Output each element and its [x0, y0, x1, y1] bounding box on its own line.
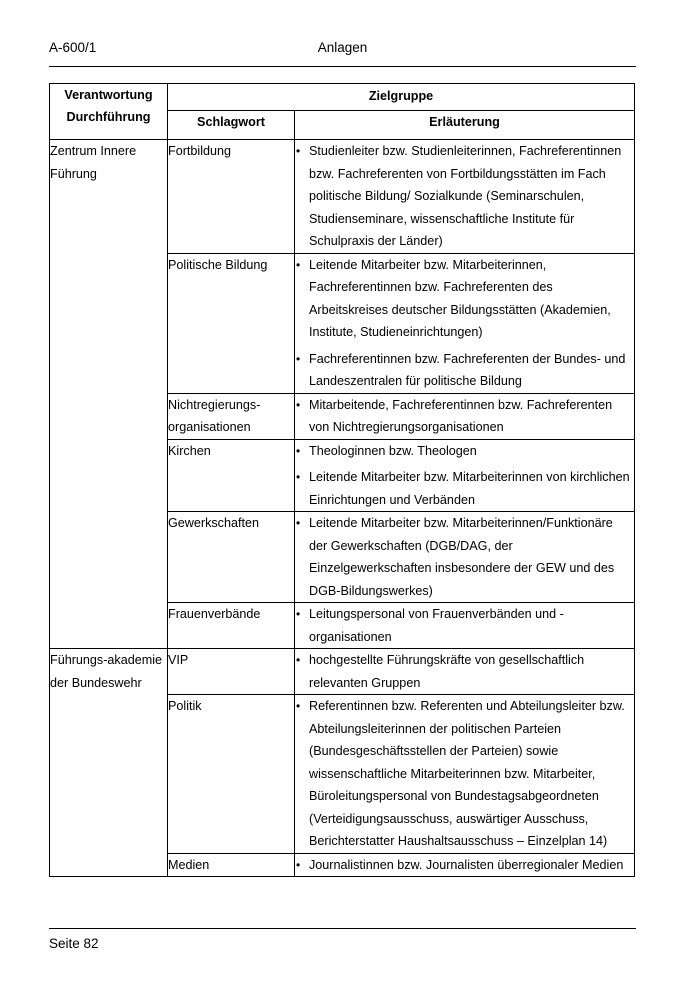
list-item-text: Leitungspersonal von Frauenverbänden und -organisationen — [309, 607, 564, 644]
list-item — [295, 348, 634, 393]
bullet-icon: • — [296, 857, 301, 872]
target-group-table — [49, 83, 635, 877]
explanation-cell — [295, 695, 635, 854]
explanation-cell — [295, 649, 635, 695]
explanation-cell — [295, 512, 635, 603]
explanation-list — [295, 854, 634, 877]
table-body — [50, 140, 635, 877]
list-item-text: hochgestellte Führungskräfte von gesellschaftlich relevanten Gruppen — [309, 653, 585, 690]
keyword-cell: Gewerkschaften — [168, 512, 295, 603]
list-item — [295, 854, 634, 877]
explanation-list — [295, 440, 634, 512]
explanation-cell — [295, 140, 635, 254]
bullet-icon: • — [296, 607, 301, 621]
list-item-text: Fachreferentinnen bzw. Fachreferenten der Bundes- und Landeszentralen für politische Bildung — [309, 351, 626, 388]
page-header — [49, 40, 636, 67]
table-row — [50, 649, 635, 695]
responsible-cell: Zentrum Innere Führung — [50, 140, 168, 649]
bullet-icon: • — [296, 351, 301, 366]
explanation-cell — [295, 253, 635, 393]
keyword-cell: VIP — [168, 649, 295, 695]
header-target-group: Zielgruppe — [168, 84, 635, 111]
list-item-text: Theologinnen bzw. Theologen — [309, 443, 477, 458]
list-item-text: Studienleiter bzw. Studienleiterinnen, Fachreferentinnen bzw. Fachreferenten von Fortbildungsstätten im Fach politische Bildung/ Sozialkunde (Seminarschulen, Studienseminare, wissenschaftliche Institute für Schulpraxis der Länder) — [309, 144, 622, 248]
keyword-cell: Kirchen — [168, 439, 295, 512]
explanation-cell — [295, 393, 635, 439]
keyword-cell: Frauenverbände — [168, 603, 295, 649]
bullet-icon: • — [296, 653, 301, 667]
explanation-cell — [295, 603, 635, 649]
keyword-cell: Politische Bildung — [168, 253, 295, 393]
section-title: Anlagen — [317, 40, 368, 55]
explanation-list — [295, 603, 634, 648]
bullet-icon: • — [296, 470, 301, 484]
document-id: A-600/1 — [49, 40, 97, 55]
list-item — [295, 440, 634, 463]
list-item-text: Leitende Mitarbeiter bzw. Mitarbeiterinnen, Fachreferentinnen bzw. Fachreferenten des Arbeitskreises deutscher Bildungsstätten (Akademien, Institute, Studieneinrichtungen) — [309, 257, 611, 339]
list-item — [295, 394, 634, 439]
list-item-text: Leitende Mitarbeiter bzw. Mitarbeiterinnen von kirchlichen Einrichtungen und Verbänden — [309, 470, 630, 507]
list-item — [295, 512, 634, 602]
page-number: Seite 82 — [49, 936, 99, 951]
list-item — [295, 254, 634, 344]
list-item-text: Leitende Mitarbeiter bzw. Mitarbeiterinnen/Funktionäre der Gewerkschaften (DGB/DAG, der Einzelgewerkschaften insbesondere der GEW und des DGB-Bildungswerkes) — [309, 516, 615, 598]
list-item — [295, 466, 634, 511]
list-item — [295, 603, 634, 648]
keyword-cell: Nichtregierungs-organisationen — [168, 393, 295, 439]
list-item-text: Referentinnen bzw. Referenten und Abteilungsleiter bzw. Abteilungsleiterinnen der politischen Parteien (Bundesgeschäftsstellen der Parteien) sowie wissenschaftliche Mitarbeiterinnen bzw. Mitarbeiter, Büroleitungspersonal von Bundestagsabgeordneten (Verteidigungsausschuss, auswärtiger Ausschuss, Berichterstatter Haushaltsausschuss – Einzelplan 14) — [309, 699, 625, 848]
list-item — [295, 649, 634, 694]
explanation-list — [295, 512, 634, 602]
explanation-list — [295, 140, 634, 253]
explanation-list — [295, 254, 634, 393]
bullet-icon: • — [296, 443, 301, 458]
explanation-cell — [295, 853, 635, 877]
list-item — [295, 140, 634, 253]
header-explanation: Erläuterung — [295, 111, 635, 140]
bullet-icon: • — [296, 144, 301, 158]
bullet-icon: • — [296, 397, 301, 412]
keyword-cell: Politik — [168, 695, 295, 854]
keyword-cell: Fortbildung — [168, 140, 295, 254]
bullet-icon: • — [296, 699, 301, 713]
page-footer — [49, 928, 636, 951]
header-responsibility: Verantwortung Durchführung — [50, 84, 168, 140]
bullet-icon: • — [296, 516, 301, 530]
header-keyword: Schlagwort — [168, 111, 295, 140]
table-row — [50, 140, 635, 254]
explanation-list — [295, 394, 634, 439]
list-item-text: Mitarbeitende, Fachreferentinnen bzw. Fachreferenten von Nichtregierungsorganisationen — [309, 397, 613, 434]
bullet-icon: • — [296, 257, 301, 272]
list-item-text: Journalistinnen bzw. Journalisten überregionaler Medien — [309, 857, 624, 872]
explanation-list — [295, 695, 634, 853]
list-item — [295, 695, 634, 853]
explanation-list — [295, 649, 634, 694]
responsible-cell: Führungs-akademie der Bundeswehr — [50, 649, 168, 877]
keyword-cell: Medien — [168, 853, 295, 877]
explanation-cell — [295, 439, 635, 512]
